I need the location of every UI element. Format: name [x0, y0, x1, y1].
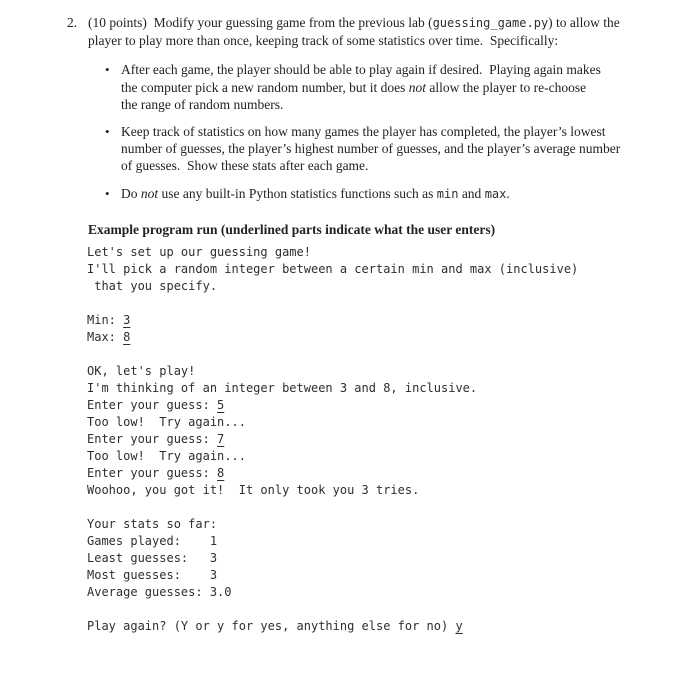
example-terminal-output — [87, 244, 700, 635]
requirement-text-line — [121, 157, 620, 174]
user-input-text: 7 — [217, 432, 225, 447]
requirement-text-line — [121, 79, 601, 96]
question-text-line — [88, 14, 620, 32]
terminal-line — [87, 567, 700, 584]
terminal-line — [87, 414, 700, 431]
terminal-line — [87, 380, 700, 397]
requirement-text — [121, 185, 510, 203]
text-run: . — [506, 185, 510, 201]
text-run: use any built-in Python statistics functions such as — [158, 185, 437, 201]
example-run-heading: Example program run (underlined parts indicate what the user enters) — [88, 221, 496, 237]
terminal-line — [87, 516, 700, 533]
terminal-line — [87, 431, 700, 448]
code-text: guessing_game.py — [432, 16, 549, 30]
terminal-line — [87, 550, 700, 567]
emphasis-text: not — [408, 79, 427, 95]
user-input-text: y — [455, 619, 463, 634]
requirements-list — [105, 61, 700, 202]
text-run: Enter your guess: — [87, 466, 218, 481]
text-run: After each game, the player should be able to play again if desired. Playing again makes — [121, 62, 601, 78]
text-run: Woohoo, you got it! It only took you 3 tries. — [87, 483, 420, 498]
requirement-text-line — [121, 185, 510, 203]
text-run: Average guesses: 3.0 — [87, 585, 232, 600]
text-run: player to play more than once, keeping track of some statistics over time. Specifically: — [88, 33, 559, 49]
code-text: min — [436, 186, 459, 201]
user-input-text: 8 — [217, 466, 225, 481]
terminal-line — [87, 482, 700, 499]
text-run: Too low! Try again... — [87, 449, 246, 464]
requirement-text-line — [121, 123, 620, 140]
terminal-line — [87, 601, 700, 618]
code-text: max — [484, 186, 507, 201]
terminal-line — [87, 499, 700, 516]
text-run: that you specify. — [87, 279, 218, 294]
terminal-line — [87, 363, 700, 380]
text-run: I'll pick a random integer between a certain min and max (inclusive) — [87, 262, 579, 277]
user-input-text: 3 — [123, 313, 131, 328]
terminal-line — [87, 618, 700, 635]
text-run: the computer pick a new random number, but it does — [121, 79, 409, 95]
text-run: Min: — [87, 313, 124, 328]
terminal-line — [87, 278, 700, 295]
text-run: Play again? (Y or y for yes, anything else for no) — [87, 619, 456, 634]
text-run: the range of random numbers. — [121, 96, 284, 112]
terminal-line — [87, 312, 700, 329]
requirement-text — [121, 123, 620, 175]
requirement-text — [121, 61, 601, 113]
terminal-line — [87, 244, 700, 261]
text-run: Keep track of statistics on how many games the player has completed, the player’s lowest — [121, 124, 606, 140]
text-run: (10 points) Modify your guessing game from the previous lab ( — [88, 15, 433, 30]
requirement-bullet — [105, 185, 700, 203]
text-run: Do — [121, 185, 141, 201]
terminal-line — [87, 295, 700, 312]
text-run: Least guesses: 3 — [87, 551, 218, 566]
text-run: of guesses. Show these stats after each game. — [121, 158, 369, 174]
requirement-bullet — [105, 123, 700, 175]
terminal-line — [87, 448, 700, 465]
text-run: and — [458, 185, 485, 201]
requirement-text-line — [121, 140, 620, 157]
question-number: 2. — [67, 15, 78, 30]
question-text — [88, 14, 620, 49]
requirement-bullet — [105, 61, 700, 113]
text-run: Too low! Try again... — [87, 415, 246, 430]
requirement-text-line — [121, 61, 601, 78]
question-text-line — [88, 32, 620, 49]
bullet-dot-icon: • — [105, 185, 110, 201]
text-run: Let's set up our guessing game! — [87, 245, 311, 260]
text-run: Your stats so far: — [87, 517, 218, 532]
user-input-text: 8 — [123, 330, 131, 345]
text-run: Games played: 1 — [87, 534, 218, 549]
terminal-line — [87, 261, 700, 278]
terminal-line — [87, 584, 700, 601]
terminal-line — [87, 533, 700, 550]
bullet-dot-icon: • — [105, 124, 110, 140]
terminal-line — [87, 329, 700, 346]
terminal-line — [87, 346, 700, 363]
text-run: ) to allow the — [548, 15, 620, 30]
emphasis-text: not — [140, 185, 159, 201]
requirement-text-line — [121, 96, 601, 113]
question-item — [67, 14, 700, 49]
text-run: I'm thinking of an integer between 3 and 8, inclusive. — [87, 381, 478, 396]
text-run: Max: — [87, 330, 124, 345]
text-run: number of guesses, the player’s highest number of guesses, and the player’s average number — [121, 141, 621, 157]
text-run: OK, let's play! — [87, 364, 196, 379]
terminal-line — [87, 397, 700, 414]
bullet-dot-icon: • — [105, 62, 110, 78]
text-run: allow the player to re-choose — [426, 79, 587, 95]
text-run: Enter your guess: — [87, 398, 218, 413]
text-run: Enter your guess: — [87, 432, 218, 447]
user-input-text: 5 — [217, 398, 225, 413]
terminal-line — [87, 465, 700, 482]
text-run: Most guesses: 3 — [87, 568, 218, 583]
